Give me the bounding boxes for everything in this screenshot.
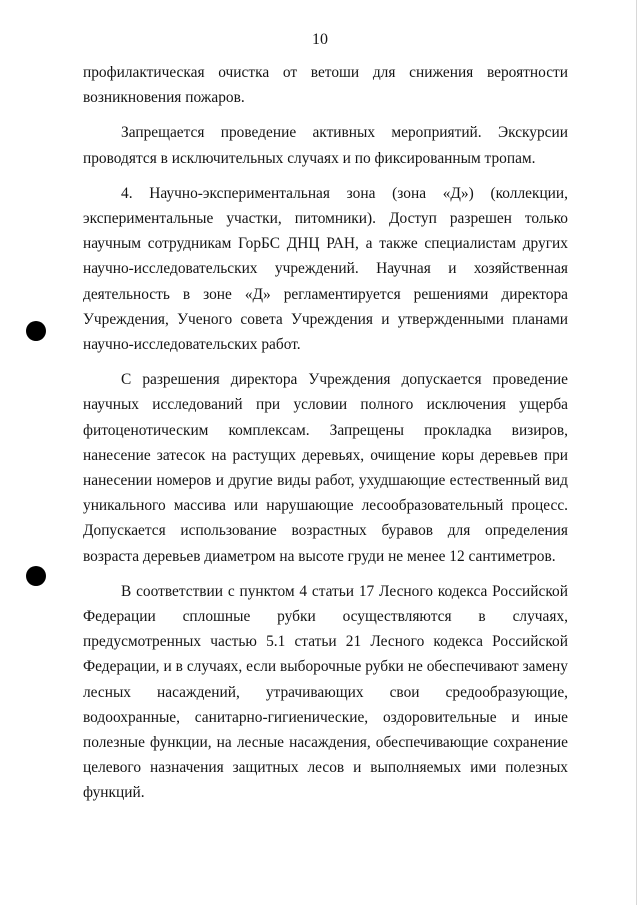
paragraph-clear-cutting: В соответствии с пунктом 4 статьи 17 Лесного кодекса Российской Федерации сплошные рубки осуществляются в случаях, предусмотренных частью 5.1 статьи 21 Лесного кодекса Российской Федерации, и в случаях, если выборочные рубки не обеспечивают замену лесных насаждений, утрачивающих свои средообразующие, водоохранные, санитарно-гигиенические, оздоровительные и иные полезные функции, на лесные насаждения, обеспечивающие сохранение целевого назначения защитных лесов и выполняемых ими полезных функций. — [83, 582, 568, 802]
page-number: 10 — [312, 31, 328, 48]
paragraph-activity-ban: Запрещается проведение активных мероприятий. Экскурсии проводятся в исключительных случаях и по фиксированным тропам. — [83, 124, 568, 167]
paragraph-continuation: профилактическая очистка от ветоши для снижения вероятности возникновения пожаров. — [83, 64, 568, 107]
page-edge-line — [636, 0, 637, 905]
paragraph-research-permission: С разрешения директора Учреждения допускается проведение научных исследований при условии полного исключения ущерба фитоценотическим комплексам. Запрещены прокладка визиров, нанесение затесок на растущих деревьях, очищение коры деревьев при нанесении номеров и другие виды работ, ухудшающие естественный вид уникального массива или нарушающие лесообразовательный процесс. Допускается использование возрастных буравов для определения возраста деревьев диаметром на высоте груди не менее 12 сантиметров. — [83, 371, 568, 565]
paragraph-zone-d: 4. Научно-экспериментальная зона (зона «Д») (коллекции, экспериментальные участки, питомники). Доступ разрешен только научным сотрудникам ГорБС ДНЦ РАН, а также специалистам других научно-исследовательских учреждений. Научная и хозяйственная деятельность в зоне «Д» регламентируется решениями директора Учреждения, Ученого совета Учреждения и утвержденными планами научно-исследовательских работ. — [83, 184, 568, 354]
punch-hole-mark — [26, 566, 46, 586]
punch-hole-mark — [26, 321, 46, 341]
document-body — [83, 60, 568, 816]
